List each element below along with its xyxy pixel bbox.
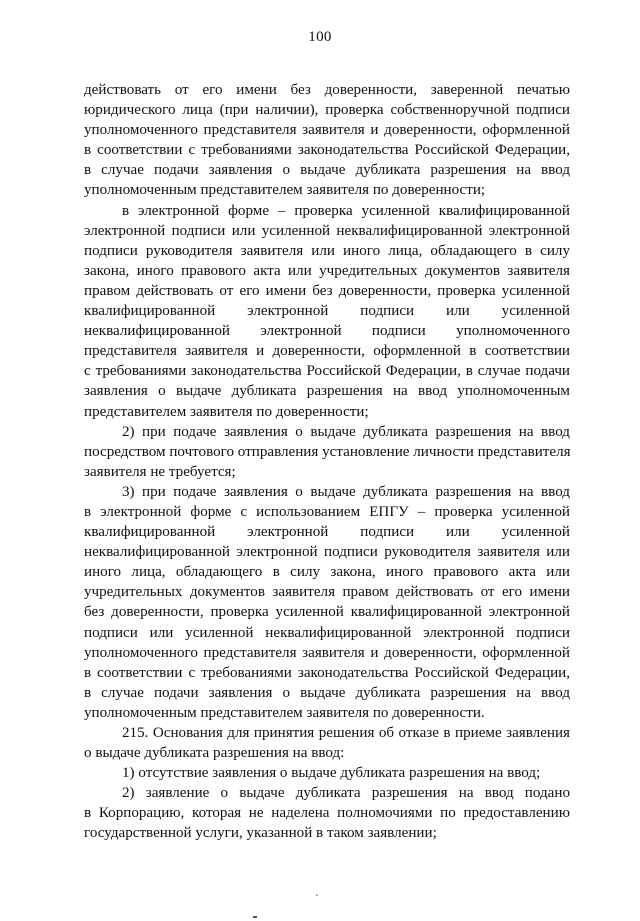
text-line: действовать от его имени без доверенности, заверенной печатью [84,82,570,98]
page-number: 100 [308,29,332,45]
text-line: заявления о выдаче дубликата разрешения на ввод уполномоченным [84,383,570,400]
text-line: 2) при подаче заявления о выдаче дубликата разрешения на ввод [122,423,570,440]
text-line: в соответствии с требованиями законодательства Российской Федерации, [84,142,570,159]
text-line: уполномоченным представителем заявителя по доверенности; [84,182,486,199]
text-line: квалифицированной электронной подписи или усиленной [84,524,570,541]
text-line: закона, иного правового акта или учредительных документов заявителя [84,262,570,279]
text-line: правом действовать от его имени без доверенности, проверка усиленной [84,282,570,299]
text-line: 1) отсутствие заявления о выдаче дубликата разрешения на ввод; [122,765,541,782]
text-line: посредством почтового отправления установление личности представителя [84,443,571,460]
text-line: подписи или усиленной неквалифицированной электронной подписи [84,624,570,641]
text-line: учредительных документов заявителя правом действовать от его имени [84,584,570,601]
text-line: иного лица, обладающего в силу закона, иного правового акта или [84,564,570,581]
text-line: в электронной форме – проверка усиленной квалифицированной [122,202,570,219]
text-line: электронной подписи или усиленной неквалифицированной электронной [84,222,570,239]
text-line: в соответствии с требованиями законодательства Российской Федерации, [84,664,570,681]
text-line: неквалифицированной электронной подписи уполномоченного [84,323,570,340]
text-line: юридического лица (при наличии), проверка собственноручной подписи [84,102,570,119]
text-line: заявителя не требуется; [84,463,236,480]
text-line: 215. Основания для принятия решения об отказе в приеме заявления [122,725,570,741]
text-line: уполномоченного представителя заявителя и доверенности, оформленной [84,122,570,139]
text-line: в Корпорацию, которая не наделена полномочиями по предоставлению [84,805,570,822]
text-line: представителем заявителя по доверенности; [84,403,369,420]
text-line: 3) при подаче заявления о выдаче дубликата разрешения на ввод [122,483,570,500]
text-line: квалифицированной электронной подписи или усиленной [84,303,570,320]
document-body [84,80,570,844]
text-line: 2) заявление о выдаче дубликата разрешения на ввод подано [122,785,570,802]
scan-artifact-bottom [253,916,257,918]
text-line: без доверенности, проверка усиленной квалифицированной электронной [84,604,570,621]
text-line: представителя заявителя и доверенности, оформленной в соответствии [84,343,570,360]
text-line: государственной услуги, указанной в таком заявлении; [84,825,437,842]
text-line: о выдаче дубликата разрешения на ввод: [84,745,345,762]
text-line: с требованиями законодательства Российской Федерации, в случае подачи [84,363,570,380]
text-line: подписи руководителя заявителя или иного лица, обладающего в силу [84,242,570,259]
text-line: в случае подачи заявления о выдаче дубликата разрешения на ввод [84,684,570,701]
text-line: в электронной форме с использованием ЕПГУ – проверка усиленной [84,503,570,520]
scan-artifact [316,894,318,896]
text-line: уполномоченным представителем заявителя по доверенности. [84,704,485,721]
text-line: уполномоченного представителя заявителя и доверенности, оформленной [84,644,570,661]
text-line: неквалифицированной электронной подписи руководителя заявителя или [84,544,570,561]
text-line: в случае подачи заявления о выдаче дубликата разрешения на ввод [84,162,570,179]
